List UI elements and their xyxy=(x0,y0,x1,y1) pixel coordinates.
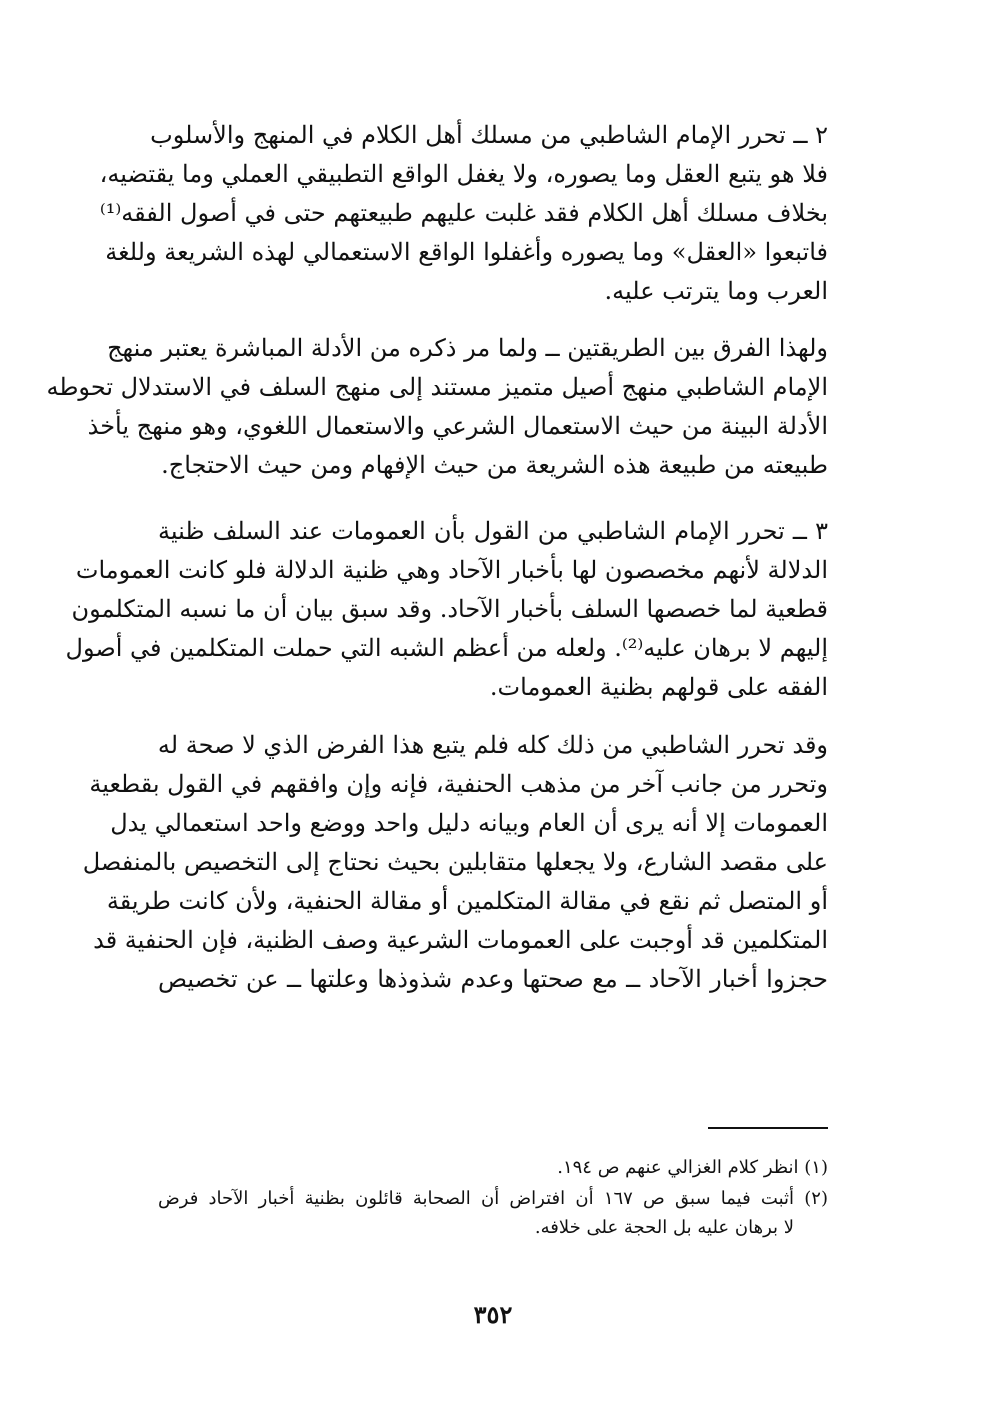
text-line: ٣ ــ تحرر الإمام الشاطبي من القول بأن العمومات عند السلف ظنية xyxy=(158,517,828,545)
paragraph-2 xyxy=(46,329,828,485)
footnote-2 xyxy=(158,1184,828,1242)
text-line: إليهم لا برهان عليه⁽²⁾. ولعله من أعظم الشبه التي حملت المتكلمين في أصول xyxy=(65,634,828,662)
text-line: وقد تحرر الشاطبي من ذلك كله فلم يتبع هذا الفرض الذي لا صحة له xyxy=(157,731,828,759)
text-line: ٢ ــ تحرر الإمام الشاطبي من مسلك أهل الكلام في المنهج والأسلوب xyxy=(150,121,828,149)
paragraph-3 xyxy=(65,512,828,707)
footnote-1 xyxy=(158,1153,828,1182)
paragraph-1 xyxy=(99,116,828,311)
body-text xyxy=(46,116,828,999)
text-line: بخلاف مسلك أهل الكلام فقد غلبت عليهم طبيعتهم حتى في أصول الفقه⁽¹⁾ xyxy=(99,199,828,227)
text-line: وتحرر من جانب آخر من مذهب الحنفية، فإنه وإن وافقهم في القول بقطعية xyxy=(89,770,828,798)
text-line: على مقصد الشارع، ولا يجعلها متقابلين بحيث نحتاج إلى التخصيص بالمنفصل xyxy=(82,848,828,876)
footnote-line: (١) انظر كلام الغزالي عنهم ص ١٩٤. xyxy=(557,1157,828,1178)
text-line: الإمام الشاطبي منهج أصيل متميز مستند إلى منهج السلف في الاستدلال تحوطه xyxy=(46,373,828,401)
text-line: العمومات إلا أنه يرى أن العام وبيانه دليل واحد ووضع واحد استعمالي يدل xyxy=(110,809,828,837)
text-line: الفقه على قولهم بظنية العمومات. xyxy=(489,673,828,701)
paragraph-4 xyxy=(82,726,828,999)
text-line: طبيعته من طبيعة هذه الشريعة من حيث الإفهام ومن حيث الاحتجاج. xyxy=(161,451,828,479)
text-line: الأدلة البينة من حيث الاستعمال الشرعي والاستعمال اللغوي، وهو منهج يأخذ xyxy=(87,412,828,440)
text-line: العرب وما يترتب عليه. xyxy=(604,277,828,305)
footnotes xyxy=(158,1153,828,1242)
text-line: ولهذا الفرق بين الطريقتين ــ ولما مر ذكره من الأدلة المباشرة يعتبر منهج xyxy=(107,334,828,362)
text-line: الدلالة لأنهم مخصصون لها بأخبار الآحاد وهي ظنية الدلالة فلو كانت العمومات xyxy=(75,556,828,584)
text-line: حجزوا أخبار الآحاد ــ مع صحتها وعدم شذوذها وعلتها ــ عن تخصيص xyxy=(158,965,828,993)
text-line: فاتبعوا «العقل» وما يصوره وأغفلوا الواقع الاستعمالي لهذه الشريعة وللغة xyxy=(105,238,828,266)
footnote-line: (٢) أثبت فيما سبق ص ١٦٧ أن افتراض أن الصحابة قائلون بظنية أخبار الآحاد فرض xyxy=(158,1188,828,1209)
footnote-line: لا برهان عليه بل الحجة على خلافه. xyxy=(534,1217,794,1238)
footnote-divider xyxy=(708,1127,828,1129)
text-line: فلا هو يتبع العقل وما يصوره، ولا يغفل الواقع التطبيقي العملي وما يقتضيه، xyxy=(99,160,828,188)
text-line: أو المتصل ثم نقع في مقالة المتكلمين أو مقالة الحنفية، ولأن كانت طريقة xyxy=(106,887,828,915)
text-line: قطعية لما خصصها السلف بأخبار الآحاد. وقد سبق بيان أن ما نسبه المتكلمون xyxy=(71,595,828,623)
page-number: ٣٥٢ xyxy=(473,1300,513,1329)
text-line: المتكلمين قد أوجبت على العمومات الشرعية وصف الظنية، فإن الحنفية قد xyxy=(93,926,828,954)
